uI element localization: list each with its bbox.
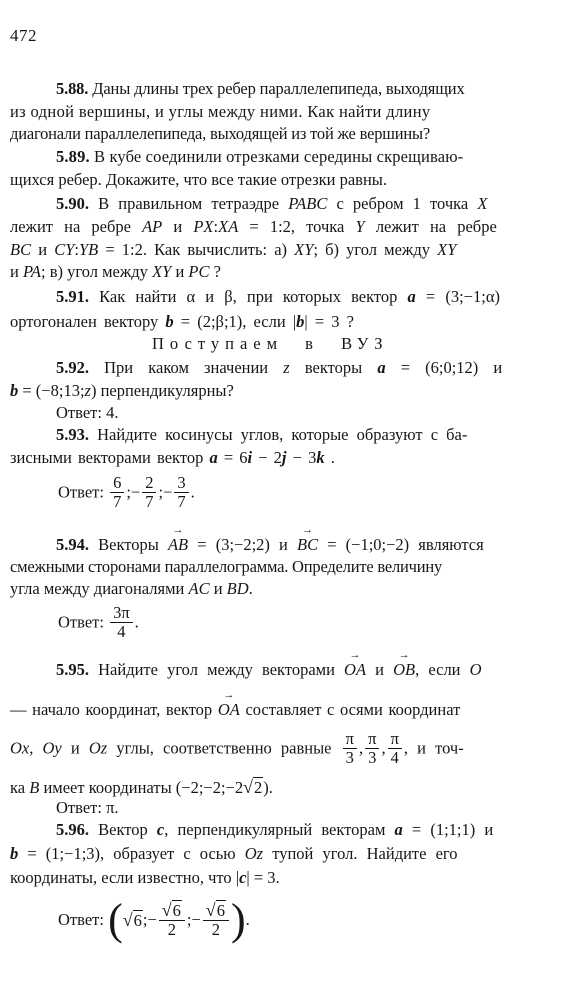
problem-5-88-line-1: 5.88. Даны длины трех ребер параллелепипеда, выходящих bbox=[56, 79, 465, 98]
section-heading: Поступаем в ВУЗ bbox=[152, 334, 389, 353]
problem-5-94-line-1: 5.94. Векторы AB → = (3;−2;2) и BC → = (−1;0;−2) являются bbox=[56, 537, 484, 554]
fraction: $\frac{3}{7}$ bbox=[174, 474, 188, 511]
problem-5-90-line-4: и PA; в) угол между XY и PC ? bbox=[10, 262, 221, 281]
problem-5-95-line-4: ка B имеет координаты (−2;−2;−2√2). bbox=[10, 777, 273, 797]
problem-5-95-line-3: Ox, Oy и Oz углы, соответственно равные $\frac{\pi}{3}$ , $\frac{\pi}{3}$ , $\frac{\pi}{4}$ , и точ- bbox=[10, 729, 464, 768]
fraction: $\frac{\pi}{3}$ bbox=[343, 730, 357, 767]
fraction: $\frac{\pi}{4}$ bbox=[388, 730, 402, 767]
problem-5-95-line-2: — начало координат, вектор OA → составляет с осями координат bbox=[10, 702, 460, 719]
problem-5-92-answer: Ответ: 4. bbox=[56, 403, 119, 422]
problem-5-90-line-3: BC и CY:YB = 1:2. Как вычислить: а) XY; б) угол между XY bbox=[10, 240, 457, 259]
problem-5-96-line-3: координаты, если известно, что |c| = 3. bbox=[10, 868, 280, 887]
page-number: 472 bbox=[10, 26, 37, 45]
problem-5-93-answer: Ответ: $\frac{6}{7}$ ;− $\frac{2}{7}$ ;− $\frac{3}{7}$ . bbox=[58, 473, 195, 512]
problem-5-90-line-1: 5.90. В правильном тетраэдре PABC с ребром 1 точка X bbox=[56, 194, 488, 213]
problem-5-96-line-2: b = (1;−1;3), образует с осью Oz тупой угол. Найдите его bbox=[10, 844, 458, 863]
problem-5-95-line-1: 5.95. Найдите угол между векторами OA → и OB →, если O bbox=[56, 662, 482, 679]
problem-5-93-line-2: зисными векторами вектор a = 6i − 2j − 3k . bbox=[10, 448, 335, 467]
fraction: $\frac{2}{7}$ bbox=[142, 474, 156, 511]
problem-5-92-line-2: b = (−8;13;z) перпендикулярны? bbox=[10, 381, 234, 400]
problem-5-88-line-2: из одной вершины, и углы между ними. Как найти длину bbox=[10, 102, 431, 121]
problem-5-95-answer: Ответ: π. bbox=[56, 798, 119, 817]
fraction: $\frac{√6}{2}$ bbox=[159, 901, 185, 940]
problem-5-91-line-2: ортогонален вектору b = (2;β;1), если |b| = 3 ? bbox=[10, 312, 354, 331]
problem-5-90-line-2: лежит на ребре AP и PX:XA = 1:2, точка Y лежит на ребре bbox=[10, 217, 497, 236]
fraction: $\frac{√6}{2}$ bbox=[203, 901, 229, 940]
problem-5-94-answer: Ответ: $\frac{3\pi}{4}$ . bbox=[58, 603, 139, 642]
problem-5-96-line-1: 5.96. Вектор c, перпендикулярный векторам a = (1;1;1) и bbox=[56, 820, 494, 839]
problem-5-94-line-3: угла между диагоналями AC и BD. bbox=[10, 579, 253, 598]
problem-5-96-answer: Ответ: (√6;− $\frac{√6}{2}$ ;− $\frac{√6}{2}$ ). bbox=[58, 895, 250, 944]
fraction: $\frac{3\pi}{4}$ bbox=[110, 604, 133, 641]
problem-5-94-line-2: смежными сторонами параллелограмма. Определите величину bbox=[10, 557, 443, 576]
fraction: $\frac{\pi}{3}$ bbox=[365, 730, 379, 767]
problem-5-88-line-3: диагонали параллелепипеда, выходящей из той же вершины? bbox=[10, 124, 431, 143]
fraction: $\frac{6}{7}$ bbox=[110, 474, 124, 511]
problem-5-93-line-1: 5.93. Найдите косинусы углов, которые образуют с ба- bbox=[56, 425, 468, 444]
problem-5-89-line-2: щихся ребер. Докажите, что все такие отрезки равны. bbox=[10, 170, 388, 189]
problem-5-91-line-1: 5.91. Как найти α и β, при которых вектор a = (3;−1;α) bbox=[56, 287, 500, 306]
problem-5-92-line-1: 5.92. При каком значении z векторы a = (6;0;12) и bbox=[56, 358, 503, 377]
problem-5-89-line-1: 5.89. В кубе соединили отрезками середины скрещиваю- bbox=[56, 147, 464, 166]
